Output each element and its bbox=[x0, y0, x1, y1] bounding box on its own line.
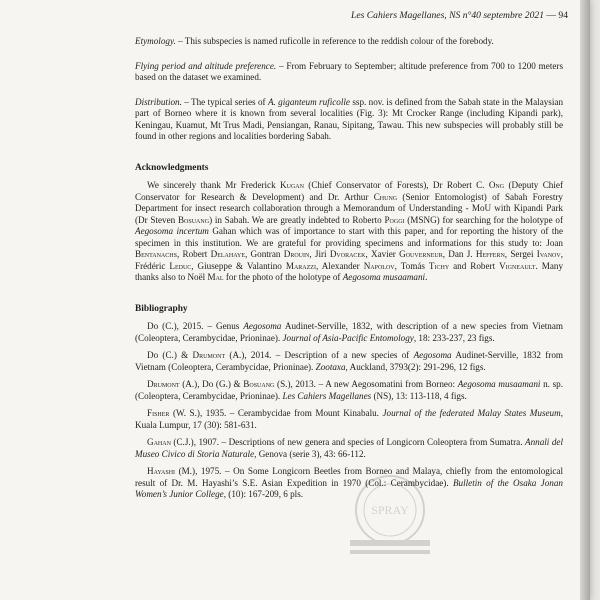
ack-name: Dvoracek bbox=[329, 249, 366, 259]
bibliography-entry bbox=[135, 466, 563, 501]
ref-journal: Bulletin of the Osaka Jonan Women’s Junior College bbox=[135, 477, 563, 499]
ack-name: Heffern bbox=[475, 249, 505, 259]
ref-text: n. sp. (Coleoptera, Cerambycidae, Prioninae). bbox=[135, 379, 563, 401]
ref-text: , (10): 167-209, 6 pls. bbox=[223, 489, 304, 499]
ack-name: Napolov bbox=[363, 260, 395, 271]
journal-title: Les Cahiers Magellanes, NS bbox=[351, 10, 461, 21]
distribution-species: A. giganteum ruficolle bbox=[267, 96, 350, 107]
ref-journal: Les Cahiers Magellanes bbox=[282, 390, 372, 401]
ack-name: Delahaye bbox=[210, 249, 245, 259]
ack-name: Kugan bbox=[280, 180, 304, 190]
ref-italic: Aegosoma bbox=[243, 321, 282, 331]
bibliography-entry bbox=[135, 350, 563, 373]
ref-text: Audinet-Serville, 1832 from Vietnam (Coleoptera, Cerambycidae, Prioninae). bbox=[135, 350, 564, 372]
ack-text: for the photo of the holotype of bbox=[223, 272, 343, 282]
ack-text: ) in Sabah. We are greatly indebted to Roberto bbox=[209, 214, 385, 225]
ack-name: Drouin bbox=[283, 249, 310, 259]
ack-text: , Sergei bbox=[504, 249, 537, 259]
issue-label: n°40 septembre 2021 bbox=[462, 10, 544, 21]
ref-text: , Auckland, 3793(2): 291-296, 12 figs. bbox=[345, 361, 486, 372]
ref-author: Drumont bbox=[192, 350, 226, 360]
ref-text: , Kuala Lumpur, 17 (30): 581-631. bbox=[135, 408, 563, 430]
header-separator: — bbox=[546, 10, 556, 21]
bibliography-entry bbox=[135, 321, 563, 344]
ack-text: , Xavier bbox=[365, 249, 400, 259]
bibliography-entry bbox=[135, 437, 563, 460]
bibliography-entry bbox=[135, 408, 563, 431]
ref-text: (A.), Do (G.) & bbox=[179, 379, 244, 389]
ref-journal: Annali del Museo Civico di Storia Naturale bbox=[135, 437, 564, 459]
ref-text: Audinet-Serville, 1832, with description of a new species from Vietnam (Coleoptera, Cerambycidae, Prioninae). bbox=[135, 321, 563, 343]
ack-name: Poggi bbox=[384, 214, 405, 225]
acknowledgments-paragraph bbox=[135, 180, 563, 284]
article-body bbox=[135, 36, 563, 507]
bibliography-list bbox=[135, 321, 563, 501]
ack-text: , Gontran bbox=[245, 249, 284, 259]
ref-author: Fisher bbox=[147, 408, 170, 418]
ref-author: Drumont bbox=[147, 379, 180, 389]
ack-name: Vigneault bbox=[499, 260, 536, 271]
ack-text: , Tomás bbox=[394, 260, 429, 271]
flying-period-label: Flying period and altitude preference. bbox=[135, 60, 277, 71]
ack-text: , Robert bbox=[176, 249, 211, 259]
ack-name: Tichy bbox=[428, 260, 450, 271]
ack-species: Aegosoma incertum bbox=[135, 226, 209, 236]
stamp-bar bbox=[350, 540, 430, 546]
page-edge-shadow bbox=[580, 0, 590, 600]
ack-name: Ong bbox=[488, 180, 505, 190]
etymology-text: – This subspecies is named ruficolle in reference to the reddish colour of the forebody. bbox=[175, 36, 494, 46]
ack-text: We sincerely thank Mr Frederick bbox=[147, 180, 281, 190]
ref-text: (S.), 2013. – A new Aegosomatini from Borneo: bbox=[274, 379, 458, 389]
distribution-paragraph bbox=[135, 97, 563, 143]
ack-text: . Many thanks also to Noël bbox=[135, 260, 564, 282]
bibliography-entry bbox=[135, 379, 563, 402]
ack-text: , Dan J. bbox=[442, 249, 476, 259]
distribution-text-end: ssp. nov. is defined from the Sabah state in the Malaysian part of Borneo where it is known from several localities (Fig. 3): Mt Crocker Range (including Kipandi park), Keningau, Kuamut, Mt Trus Madi, Pensiangan, Ranau, Sipitang, Tawau. This new subspecies will probably still be found in other regions and localities bordering Sabah. bbox=[135, 96, 564, 141]
ref-italic: Aegosoma musaamani bbox=[457, 379, 541, 389]
ack-name: Bentanachs bbox=[135, 249, 177, 259]
ref-author: Gahan bbox=[147, 437, 171, 447]
ref-text: (C.J.), 1907. – Descriptions of new genera and species of Longicorn Coleoptera from Sumatra. bbox=[170, 437, 526, 447]
ref-italic: Aegosoma bbox=[413, 350, 452, 360]
flying-period-text: – From February to September; altitude preference from 700 to 1200 meters based on the dataset we examined. bbox=[135, 60, 564, 82]
ack-name: Leduc bbox=[169, 260, 192, 271]
ack-name: Marazzi bbox=[285, 260, 316, 271]
ack-text: (Chief Conservator of Forests), Dr Robert C. bbox=[303, 180, 489, 190]
stamp-text: SPRAY bbox=[371, 503, 409, 517]
page-number: 94 bbox=[558, 10, 568, 21]
ack-text: , Jiri bbox=[309, 249, 330, 259]
flying-period-paragraph bbox=[135, 61, 563, 84]
distribution-label: Distribution. bbox=[135, 96, 182, 107]
ack-name: Ivanov bbox=[536, 249, 561, 259]
ref-text: Do (C.), 2015. – Genus bbox=[147, 321, 244, 331]
ref-journal: Zootaxa bbox=[315, 361, 346, 372]
ref-text: (W. S.), 1935. – Cerambycidae from Mount Kinabalu. bbox=[169, 408, 383, 418]
ref-journal: Journal of Asia-Pacific Entomology bbox=[282, 332, 414, 343]
ack-name: Bosuang bbox=[177, 214, 210, 225]
acknowledgments-heading: Acknowledgments bbox=[135, 162, 209, 173]
ack-text: Gahan which was of importance to start with this paper, and for reporting the history of the specimen in this institution. We are grateful for providing specimens and informations for this study to: Joan bbox=[135, 226, 564, 248]
ref-text: (M.), 1975. – On Some Longicorn Beetles from Borneo and Malaya, chiefly from the entomological result of Dr. M. Hayashi’s S.E. Asian Expedition in 1970 (Col.: Cerambycidae). bbox=[135, 466, 563, 488]
ack-text: , Frédéric bbox=[135, 249, 563, 271]
ref-text: (A.), 2014. – Description of a new species of bbox=[225, 350, 414, 360]
ref-text: (NS), 13: 113-118, 4 figs. bbox=[371, 390, 467, 401]
ack-text: , Giuseppe & Valantino bbox=[191, 260, 286, 271]
ack-name: Gouverneur bbox=[399, 249, 443, 259]
ack-name: Chung bbox=[373, 191, 398, 202]
ref-author: Hayashi bbox=[147, 466, 176, 476]
ack-name: Mal bbox=[207, 272, 224, 282]
ack-text: , Alexander bbox=[315, 260, 364, 271]
bibliography-heading: Bibliography bbox=[135, 303, 188, 314]
ref-text: , Genova (serie 3), 43: 66-112. bbox=[254, 448, 366, 459]
ref-journal: Journal of the federated Malay States Museum bbox=[382, 408, 561, 418]
ack-text: (Senior Entomologist) of Sabah Forestry Department for insect research collaboration through a Memorandum of Understanding - MoU with Kipandi Park (Dr Steven bbox=[135, 191, 563, 225]
etymology-paragraph bbox=[135, 36, 563, 48]
ack-text: (Deputy Chief Conservator for Research & Development) and Dr. Arthur bbox=[135, 180, 563, 202]
ref-author: Bosuang bbox=[243, 379, 275, 389]
ref-text: , 18: 233-237, 23 figs. bbox=[413, 332, 495, 343]
ack-species: Aegosoma musaamani bbox=[342, 272, 426, 282]
ack-text: . bbox=[425, 272, 428, 282]
distribution-text: – The typical series of bbox=[181, 96, 268, 107]
running-header bbox=[351, 10, 568, 21]
stamp-bar bbox=[350, 550, 430, 554]
ref-text: Do (C.) & bbox=[147, 350, 193, 360]
ack-text: (MSNG) for searching for the holotype of bbox=[404, 214, 563, 225]
ack-text: and Robert bbox=[449, 260, 500, 271]
etymology-label: Etymology. bbox=[135, 36, 176, 46]
